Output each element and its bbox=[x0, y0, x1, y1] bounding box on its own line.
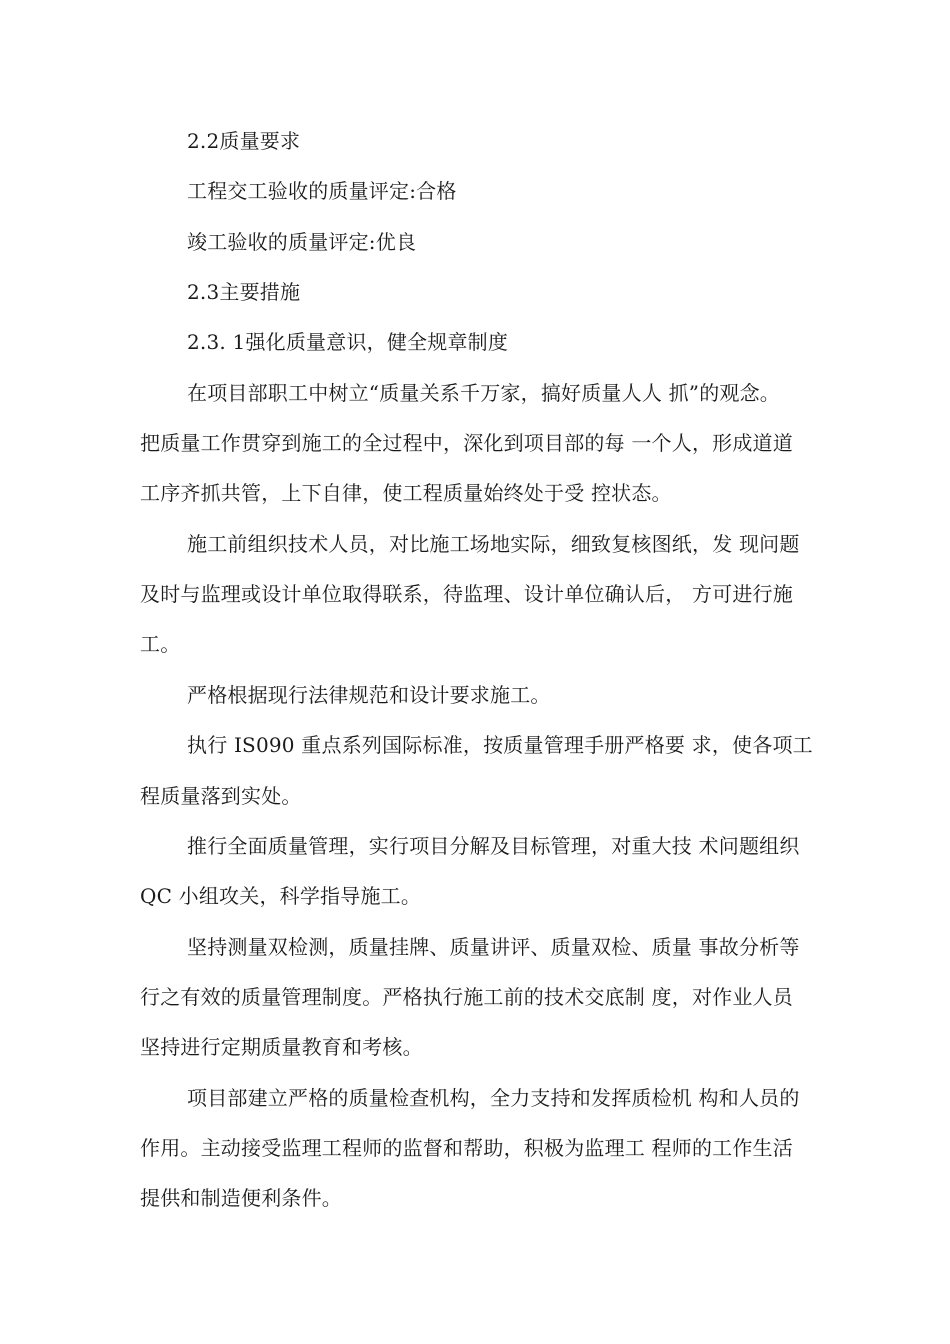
paragraph-line: 施工前组织技术人员，对比施工场地实际，细致复核图纸，发 现问题 bbox=[187, 532, 800, 556]
paragraph-line: 执行 IS090 重点系列国际标准，按质量管理手册严格要 求，使各项工 bbox=[187, 733, 813, 757]
paragraph-line: 坚持进行定期质量教育和考核。 bbox=[140, 1035, 423, 1059]
paragraph-line: 工。 bbox=[140, 632, 181, 656]
paragraph-line: 严格根据现行法律规范和设计要求施工。 bbox=[187, 683, 551, 707]
paragraph-line: 工序齐抓共管，上下自律，使工程质量始终处于受 控状态。 bbox=[140, 481, 672, 505]
paragraph-line: 作用。主动接受监理工程师的监督和帮助，积极为监理工 程师的工作生活 bbox=[140, 1136, 793, 1160]
paragraph-line: 行之有效的质量管理制度。严格执行施工前的技术交底制 度，对作业人员 bbox=[140, 985, 793, 1009]
paragraph-line: 把质量工作贯穿到施工的全过程中，深化到项目部的每 一个人，形成道道 bbox=[140, 431, 793, 455]
paragraph-line: 坚持测量双检测，质量挂牌、质量讲评、质量双检、质量 事故分析等 bbox=[187, 935, 800, 959]
paragraph-line: 在项目部职工中树立“质量关系千万家，搞好质量人人 抓”的观念。 bbox=[187, 381, 781, 405]
section-heading-2-3: 2.3主要措施 bbox=[187, 280, 301, 304]
paragraph-line: 项目部建立严格的质量检查机构，全力支持和发挥质检机 构和人员的 bbox=[187, 1086, 800, 1110]
paragraph-line: 竣工验收的质量评定:优良 bbox=[187, 230, 417, 254]
subsection-heading-2-3-1: 2.3. 1强化质量意识，健全规章制度 bbox=[187, 330, 509, 354]
paragraph-line: 程质量落到实处。 bbox=[140, 784, 302, 808]
paragraph-line: 推行全面质量管理，实行项目分解及目标管理，对重大技 术问题组织 bbox=[187, 834, 800, 858]
paragraph-line: 及时与监理或设计单位取得联系，待监理、设计单位确认后， 方可进行施 bbox=[140, 582, 793, 606]
paragraph-line: 工程交工验收的质量评定:合格 bbox=[187, 179, 457, 203]
paragraph-line: 提供和制造便利条件。 bbox=[140, 1186, 342, 1210]
paragraph-line: QC 小组攻关，科学指导施工。 bbox=[140, 884, 422, 908]
section-heading-2-2: 2.2质量要求 bbox=[187, 129, 301, 153]
